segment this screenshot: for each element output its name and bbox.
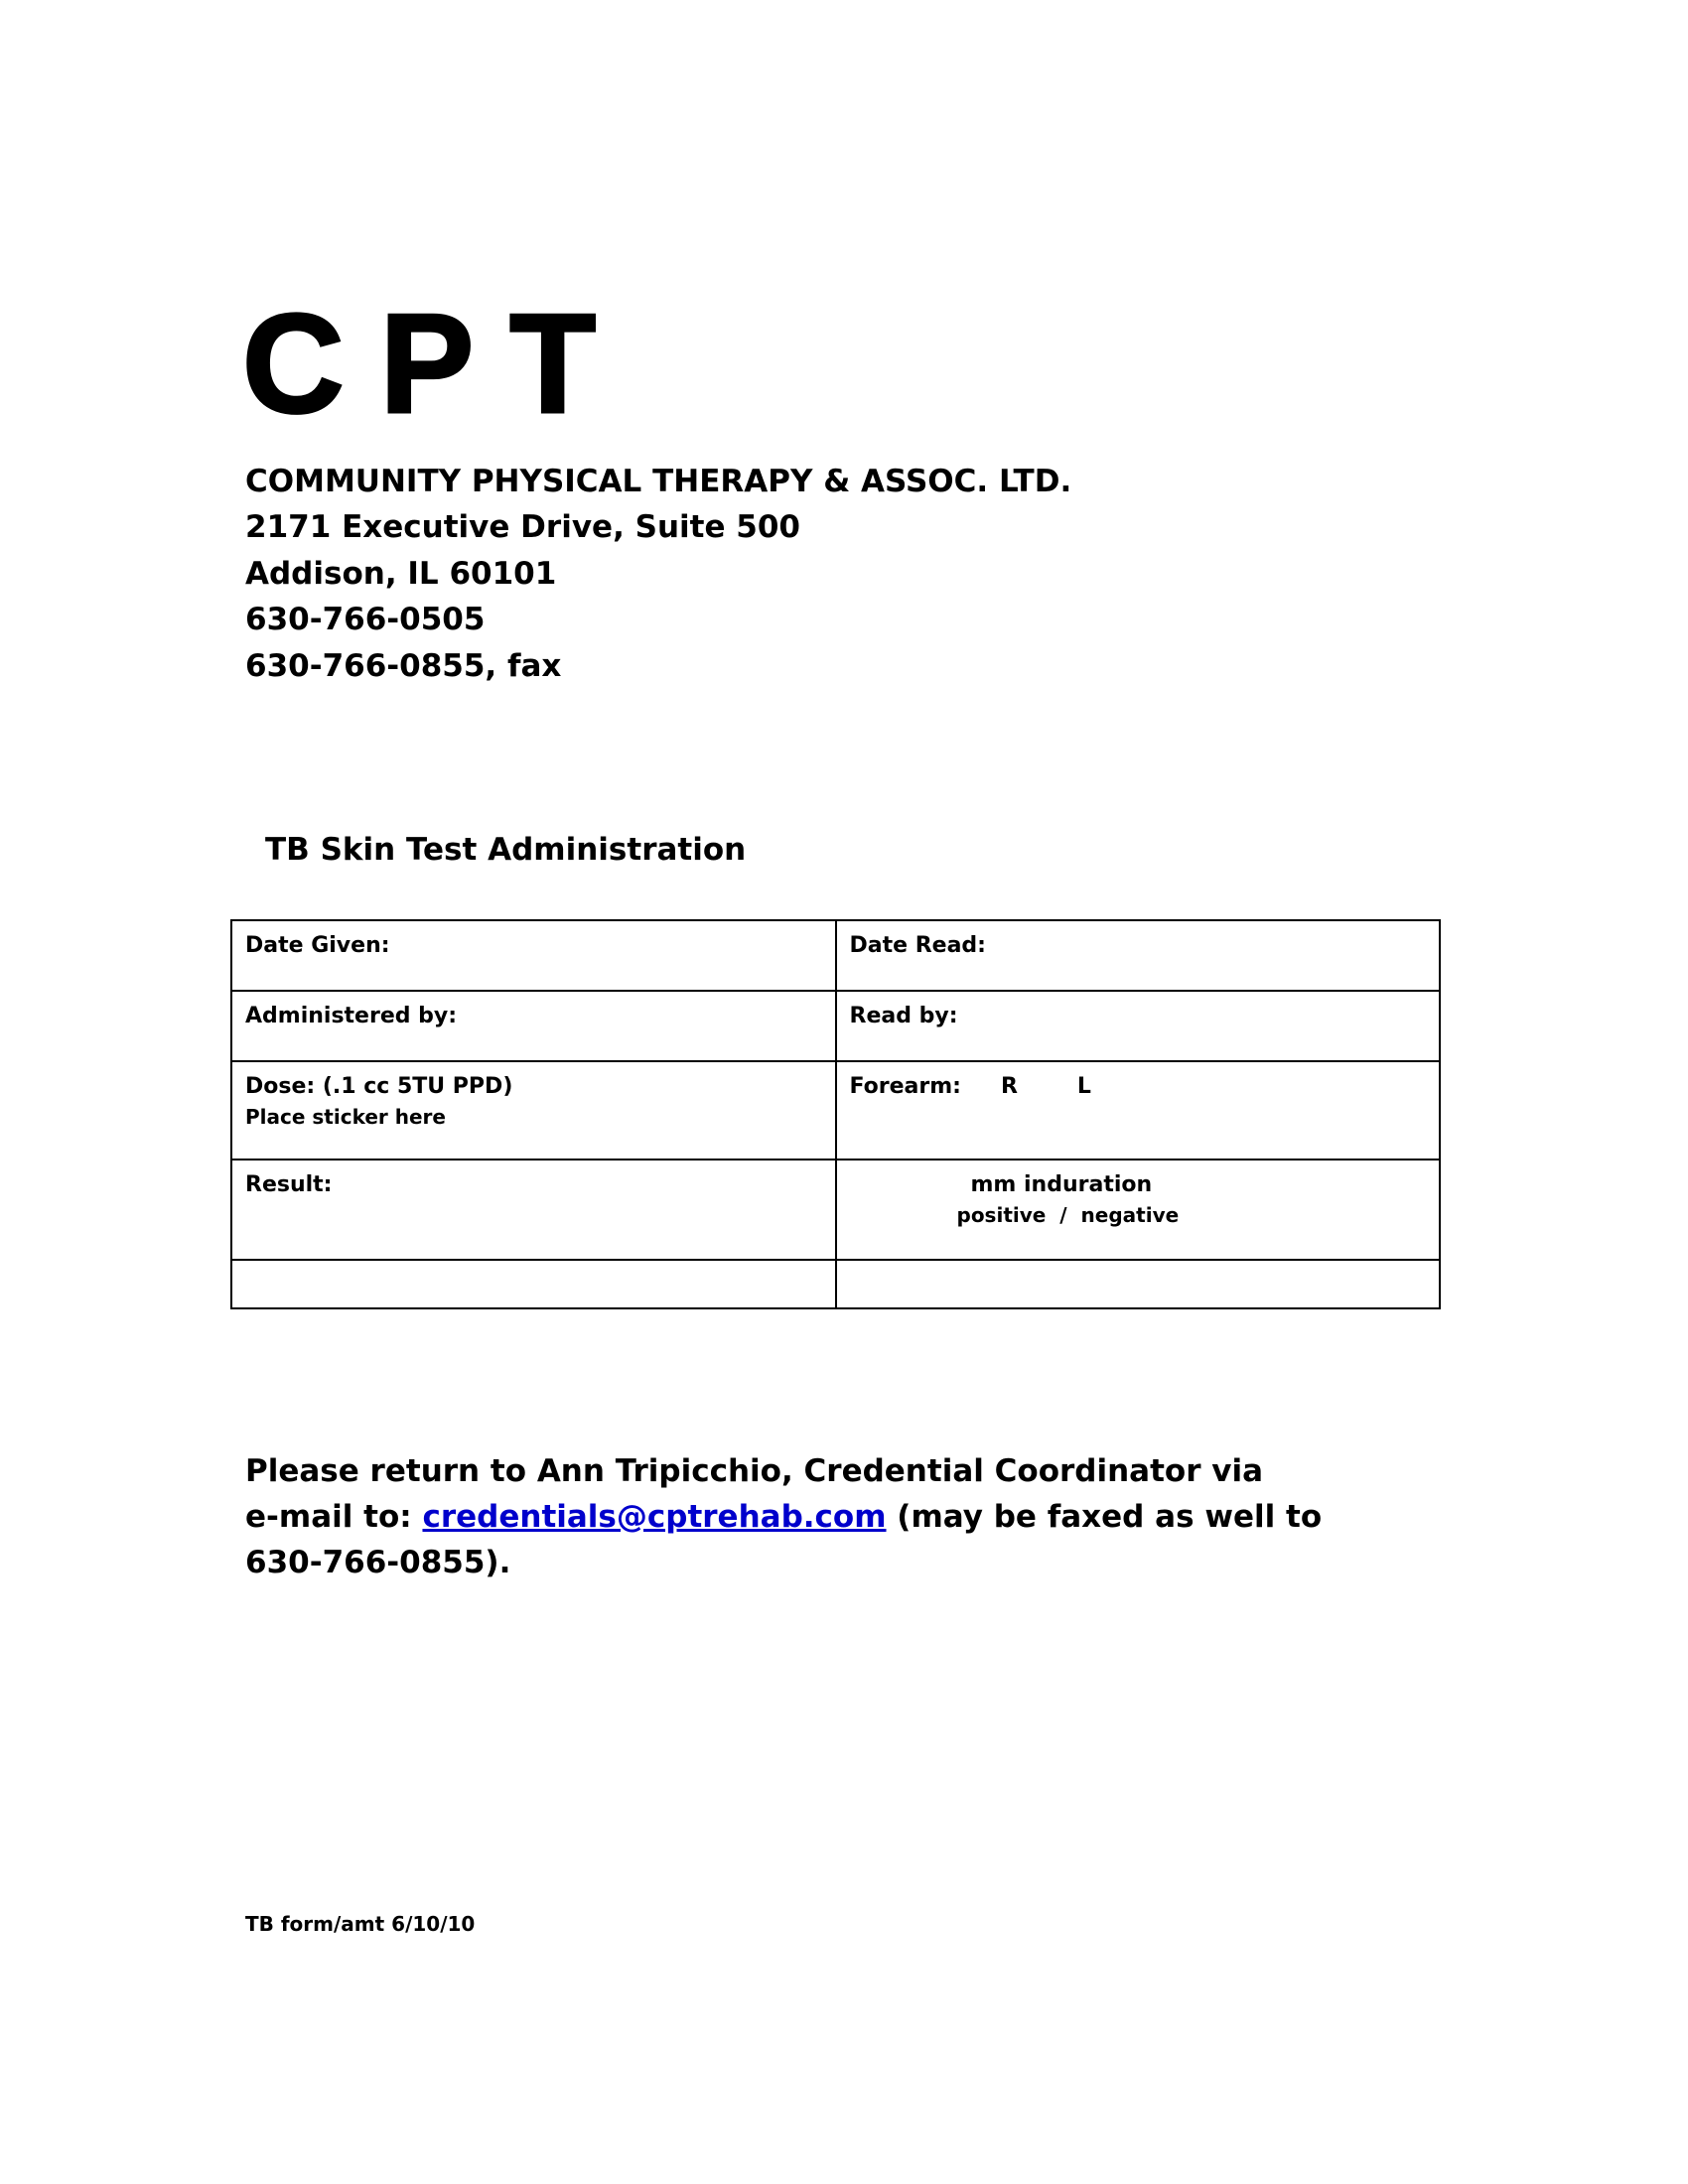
mm-induration-label: mm induration: [970, 1172, 1153, 1197]
positive-option[interactable]: positive: [956, 1203, 1047, 1227]
email-link[interactable]: credentials@cptrehab.com: [422, 1499, 887, 1535]
induration-cell[interactable]: [836, 1160, 1441, 1260]
result-cell[interactable]: [231, 1160, 836, 1260]
date-given-cell[interactable]: [231, 920, 836, 991]
company-name: COMMUNITY PHYSICAL THERAPY & ASSOC. LTD.: [245, 464, 1072, 499]
logo-letter: C: [242, 285, 345, 443]
date-read-label: Date Read:: [849, 933, 986, 958]
return-line3: 630-766-0855).: [245, 1545, 511, 1580]
forearm-cell[interactable]: [836, 1061, 1441, 1160]
form-title: TB Skin Test Administration: [265, 832, 747, 868]
logo-letter: P: [379, 285, 475, 443]
administered-by-label: Administered by:: [245, 1004, 458, 1028]
form-footer: TB form/amt 6/10/10: [245, 1912, 476, 1936]
logo-letter: T: [509, 285, 597, 443]
place-sticker-label: Place sticker here: [245, 1105, 446, 1129]
date-given-label: Date Given:: [245, 933, 390, 958]
dose-label: Dose: (.1 cc 5TU PPD): [245, 1074, 513, 1099]
negative-option[interactable]: negative: [1080, 1203, 1180, 1227]
address-line1: 2171 Executive Drive, Suite 500: [245, 509, 800, 545]
return-line2-prefix: e-mail to:: [245, 1499, 423, 1535]
date-read-cell[interactable]: [836, 920, 1441, 991]
read-by-label: Read by:: [849, 1004, 958, 1028]
read-by-cell[interactable]: [836, 991, 1441, 1061]
separator: /: [1059, 1203, 1067, 1227]
forearm-right-option[interactable]: R: [1000, 1074, 1018, 1099]
return-line2-suffix: (may be faxed as well to: [886, 1499, 1323, 1535]
cpt-logo: [242, 285, 632, 443]
forearm-label: Forearm:: [849, 1074, 961, 1099]
tb-form-table: [230, 919, 1441, 1309]
empty-cell-left[interactable]: [231, 1260, 836, 1308]
return-note: [245, 1448, 1322, 1585]
dose-cell[interactable]: [231, 1061, 836, 1160]
return-line1: Please return to Ann Tripicchio, Credential Coordinator via: [245, 1453, 1264, 1489]
phone: 630-766-0505: [245, 602, 486, 637]
address-line2: Addison, IL 60101: [245, 556, 557, 592]
fax: 630-766-0855, fax: [245, 648, 562, 684]
forearm-left-option[interactable]: L: [1076, 1074, 1091, 1099]
administered-by-cell[interactable]: [231, 991, 836, 1061]
result-label: Result:: [245, 1172, 333, 1197]
empty-cell-right[interactable]: [836, 1260, 1441, 1308]
